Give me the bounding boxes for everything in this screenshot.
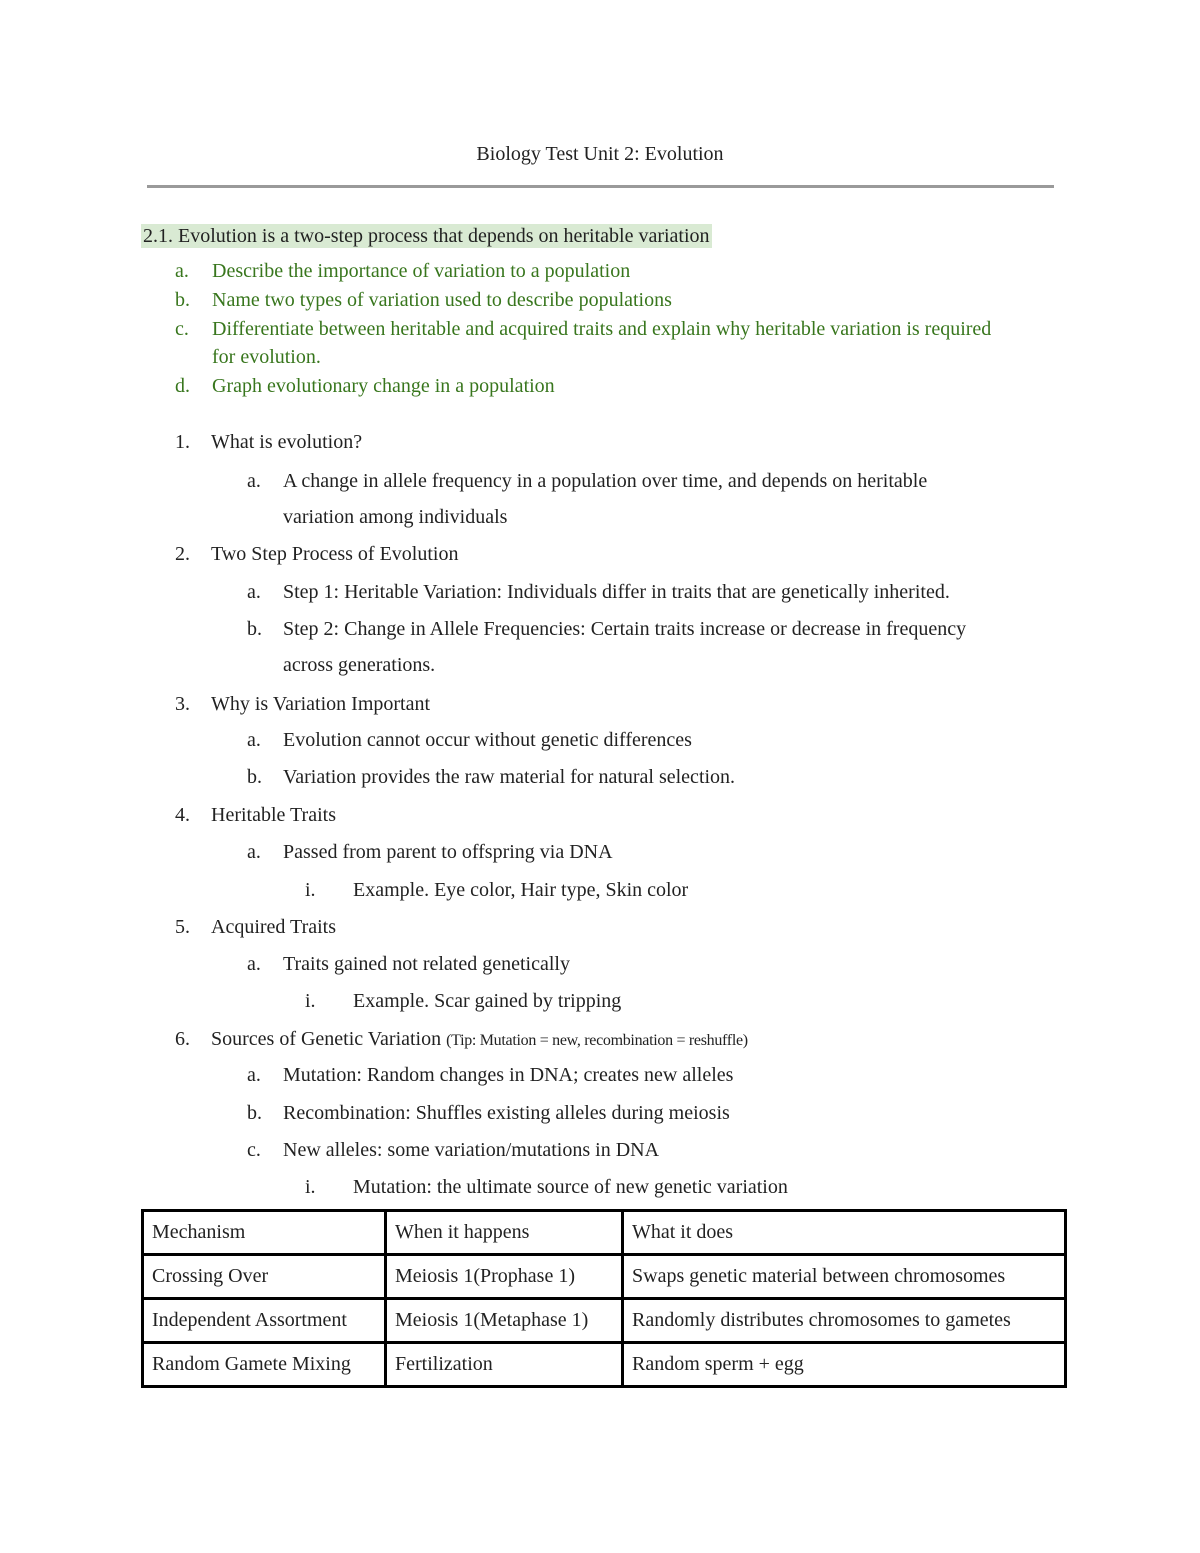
- table-header-cell: What it does: [623, 1211, 1066, 1255]
- table-cell: Randomly distributes chromosomes to gametes: [623, 1299, 1066, 1343]
- sub-list-item-continuation: across generations.: [283, 654, 436, 676]
- table-cell: Meiosis 1(Prophase 1): [386, 1255, 623, 1299]
- section-heading: 2.1. Evolution is a two-step process that depends on heritable variation: [143, 225, 710, 247]
- table-header-cell: Mechanism: [143, 1211, 386, 1255]
- table-cell: Random Gamete Mixing: [143, 1343, 386, 1387]
- table-row: [143, 1343, 1066, 1387]
- tip-note: (Tip: Mutation = new, recombination = reshuffle): [446, 1032, 748, 1049]
- table-cell: Fertilization: [386, 1343, 623, 1387]
- table-cell: Meiosis 1(Metaphase 1): [386, 1299, 623, 1343]
- table-cell: Swaps genetic material between chromosomes: [623, 1255, 1066, 1299]
- objective-item-continuation: for evolution.: [212, 346, 321, 368]
- variation-mechanisms-table: [141, 1209, 1067, 1388]
- table-row: [143, 1255, 1066, 1299]
- table-cell: Crossing Over: [143, 1255, 386, 1299]
- table-cell: Random sperm + egg: [623, 1343, 1066, 1387]
- table-row: [143, 1299, 1066, 1343]
- title-divider: [147, 185, 1054, 188]
- sub-list-item-continuation: variation among individuals: [283, 506, 508, 528]
- table-cell: Independent Assortment: [143, 1299, 386, 1343]
- table-header-cell: When it happens: [386, 1211, 623, 1255]
- document-title: Biology Test Unit 2: Evolution: [476, 143, 724, 165]
- list-item-label: Sources of Genetic Variation: [211, 1028, 442, 1050]
- table-header-row: [143, 1211, 1066, 1255]
